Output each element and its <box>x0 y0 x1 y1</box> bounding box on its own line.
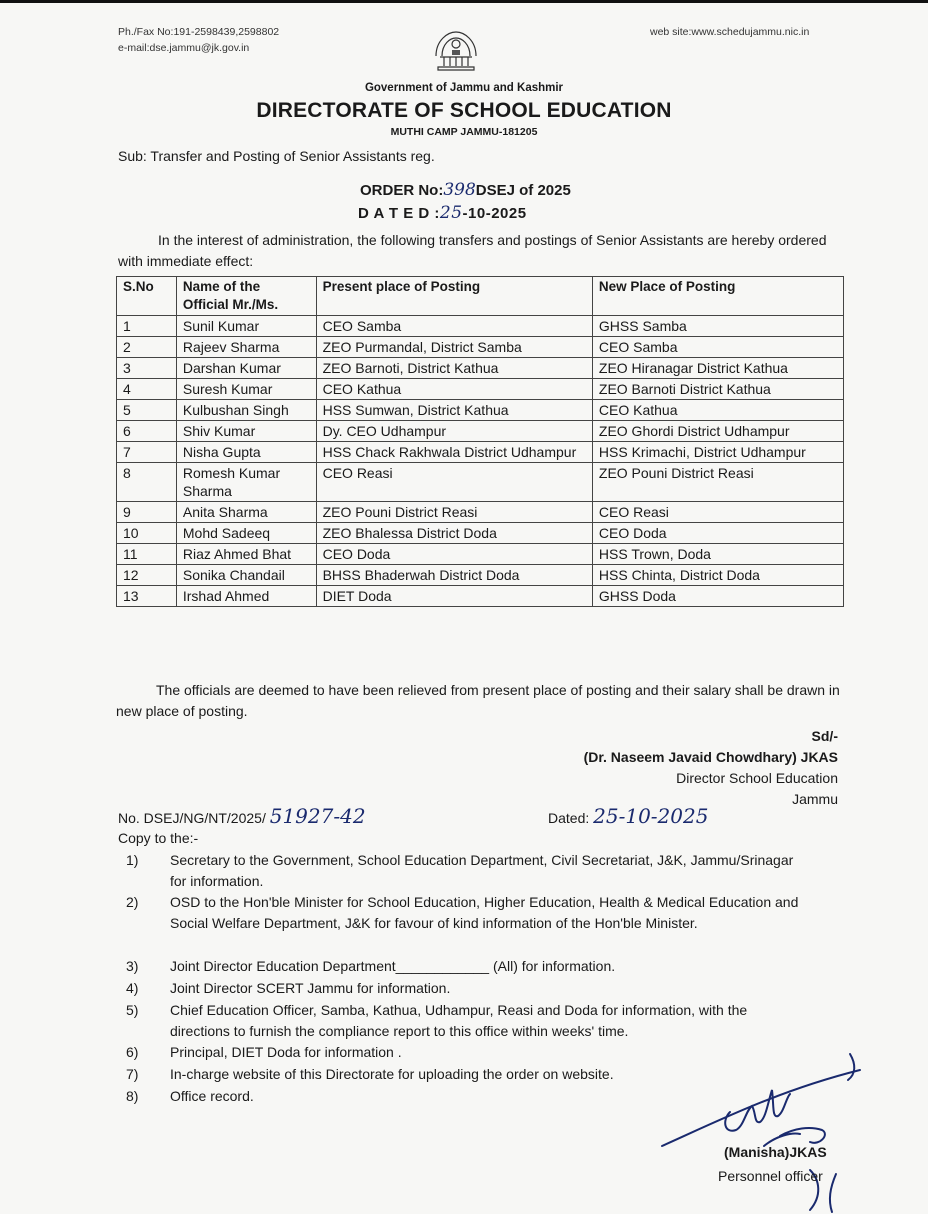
table-row <box>117 400 844 421</box>
transfer-table <box>116 276 844 607</box>
copy-item-text: In-charge website of this Directorate for uploading the order on website. <box>170 1066 614 1082</box>
intro-paragraph: In the interest of administration, the following transfers and postings of Senior Assistants are hereby ordered with immediate effect: <box>118 232 827 269</box>
cell-sno: 10 <box>117 523 177 544</box>
table-row <box>117 316 844 337</box>
cell-present-posting: CEO Kathua <box>316 379 592 400</box>
copy-item-number: 4) <box>126 980 139 996</box>
email: e-mail:dse.jammu@jk.gov.in <box>118 42 250 54</box>
cell-new-posting: HSS Trown, Doda <box>592 544 843 565</box>
table-row <box>117 586 844 607</box>
cell-sno: 12 <box>117 565 177 586</box>
endorsement-number-label: No. DSEJ/NG/NT/2025/ <box>118 810 266 826</box>
copy-item-number: 5) <box>126 1002 139 1018</box>
officer-signature-icon <box>660 1050 880 1214</box>
cell-sno: 2 <box>117 337 177 358</box>
order-number-handwritten: 398 <box>443 180 476 200</box>
cell-present-posting: CEO Reasi <box>316 463 592 502</box>
copy-item-text: Joint Director Education Department____________ (All) for information. <box>170 958 616 974</box>
emblem-icon <box>430 26 482 76</box>
cell-new-posting: GHSS Doda <box>592 586 843 607</box>
cell-new-posting: ZEO Hiranagar District Kathua <box>592 358 843 379</box>
table-row <box>117 337 844 358</box>
copy-item-text: Principal, DIET Doda for information . <box>170 1044 402 1060</box>
table-row <box>117 544 844 565</box>
cell-name: Rajeev Sharma <box>176 337 316 358</box>
cell-sno: 13 <box>117 586 177 607</box>
cell-new-posting: GHSS Samba <box>592 316 843 337</box>
cell-present-posting: DIET Doda <box>316 586 592 607</box>
cell-sno: 9 <box>117 502 177 523</box>
sd-mark: Sd/- <box>811 728 838 744</box>
order-number <box>360 180 571 200</box>
table-row <box>117 442 844 463</box>
order-number-suffix: DSEJ of 2025 <box>475 182 571 199</box>
cell-present-posting: HSS Chack Rakhwala District Udhampur <box>316 442 592 463</box>
cell-name: Sunil Kumar <box>176 316 316 337</box>
endorsement-date-handwritten: 25-10-2025 <box>593 804 709 828</box>
copy-item-text: Chief Education Officer, Samba, Kathua, Udhampur, Reasi and Doda for information, with the directions to furnish the compliance report to this office within weeks' time. <box>170 1002 748 1039</box>
cell-sno: 3 <box>117 358 177 379</box>
table-header-row <box>117 277 844 316</box>
copy-item-text: OSD to the Hon'ble Minister for School Education, Higher Education, Health & Medical Education and Social Welfare Department, J&K for favour of kind information of the Hon'ble Minister. <box>170 894 799 931</box>
order-date-handwritten: 25 <box>439 203 463 223</box>
cell-name: Riaz Ahmed Bhat <box>176 544 316 565</box>
cell-sno: 1 <box>117 316 177 337</box>
cell-new-posting: ZEO Ghordi District Udhampur <box>592 421 843 442</box>
cell-present-posting: CEO Doda <box>316 544 592 565</box>
header-name: Name of the Official Mr./Ms. <box>176 277 316 316</box>
copy-item-text: Office record. <box>170 1088 254 1104</box>
officer-designation: Personnel officer <box>718 1168 823 1184</box>
directorate-title: DIRECTORATE OF SCHOOL EDUCATION <box>256 99 672 122</box>
relieved-paragraph: The officials are deemed to have been relieved from present place of posting and their salary shall be drawn in new place of posting. <box>116 682 840 719</box>
cell-present-posting: ZEO Pouni District Reasi <box>316 502 592 523</box>
cell-new-posting: ZEO Pouni District Reasi <box>592 463 843 502</box>
government-name: Government of Jammu and Kashmir <box>364 82 564 94</box>
cell-name: Suresh Kumar <box>176 379 316 400</box>
table-row <box>117 463 844 502</box>
directorate-address: MUTHI CAMP JAMMU-181205 <box>390 126 538 138</box>
copy-item-number: 2) <box>126 894 139 910</box>
cell-sno: 6 <box>117 421 177 442</box>
table-row <box>117 565 844 586</box>
table-body <box>117 316 844 607</box>
endorsement-date <box>548 806 708 829</box>
cell-present-posting: BHSS Bhaderwah District Doda <box>316 565 592 586</box>
signatory-place: Jammu <box>792 791 838 807</box>
signatory-name: (Dr. Naseem Javaid Chowdhary) JKAS <box>583 749 838 765</box>
website: web site:www.schedujammu.nic.in <box>650 26 810 38</box>
header-present-posting: Present place of Posting <box>316 277 592 316</box>
header-new-posting: New Place of Posting <box>592 277 843 316</box>
cell-sno: 8 <box>117 463 177 502</box>
top-border <box>0 0 928 3</box>
header-sno: S.No <box>117 277 177 316</box>
copy-item-number: 1) <box>126 852 139 868</box>
cell-name: Irshad Ahmed <box>176 586 316 607</box>
copy-item-number: 7) <box>126 1066 139 1082</box>
copy-item-number: 8) <box>126 1088 139 1104</box>
cell-name: Darshan Kumar <box>176 358 316 379</box>
cell-present-posting: ZEO Bhalessa District Doda <box>316 523 592 544</box>
cell-new-posting: HSS Krimachi, District Udhampur <box>592 442 843 463</box>
cell-name: Nisha Gupta <box>176 442 316 463</box>
subject-line: Sub: Transfer and Posting of Senior Assistants reg. <box>118 148 435 164</box>
order-date-suffix: -10-2025 <box>462 205 527 222</box>
cell-present-posting: ZEO Purmandal, District Samba <box>316 337 592 358</box>
signatory-block <box>540 726 838 810</box>
cell-new-posting: ZEO Barnoti District Kathua <box>592 379 843 400</box>
table-row <box>117 379 844 400</box>
cell-new-posting: CEO Samba <box>592 337 843 358</box>
copy-item-number: 6) <box>126 1044 139 1060</box>
cell-present-posting: Dy. CEO Udhampur <box>316 421 592 442</box>
cell-present-posting: HSS Sumwan, District Kathua <box>316 400 592 421</box>
cell-name: Shiv Kumar <box>176 421 316 442</box>
order-number-prefix: ORDER No: <box>360 182 444 199</box>
endorsement-date-label: Dated: <box>548 810 590 826</box>
cell-name: Romesh Kumar Sharma <box>176 463 316 502</box>
cell-present-posting: ZEO Barnoti, District Kathua <box>316 358 592 379</box>
endorsement-number-handwritten: 51927-42 <box>269 804 366 828</box>
order-date <box>358 203 527 223</box>
cell-new-posting: CEO Kathua <box>592 400 843 421</box>
order-date-label: D A T E D : <box>358 205 440 222</box>
cell-new-posting: CEO Doda <box>592 523 843 544</box>
signatory-designation: Director School Education <box>676 770 838 786</box>
cell-sno: 11 <box>117 544 177 565</box>
table-row <box>117 523 844 544</box>
cell-sno: 7 <box>117 442 177 463</box>
table-row <box>117 358 844 379</box>
cell-name: Mohd Sadeeq <box>176 523 316 544</box>
cell-sno: 5 <box>117 400 177 421</box>
cell-new-posting: CEO Reasi <box>592 502 843 523</box>
copy-to-label: Copy to the:- <box>118 830 199 846</box>
cell-present-posting: CEO Samba <box>316 316 592 337</box>
endorsement-number <box>118 806 366 829</box>
cell-new-posting: HSS Chinta, District Doda <box>592 565 843 586</box>
cell-name: Kulbushan Singh <box>176 400 316 421</box>
copy-item-text: Secretary to the Government, School Education Department, Civil Secretariat, J&K, Jammu/Srinagar for information. <box>170 852 794 889</box>
table-row <box>117 502 844 523</box>
cell-name: Sonika Chandail <box>176 565 316 586</box>
cell-name: Anita Sharma <box>176 502 316 523</box>
phone-fax: Ph./Fax No:191-2598439,2598802 <box>118 26 280 38</box>
officer-name: (Manisha)JKAS <box>724 1144 827 1160</box>
copy-item-text: Joint Director SCERT Jammu for information. <box>170 980 451 996</box>
cell-sno: 4 <box>117 379 177 400</box>
copy-item-number: 3) <box>126 958 139 974</box>
table-row <box>117 421 844 442</box>
